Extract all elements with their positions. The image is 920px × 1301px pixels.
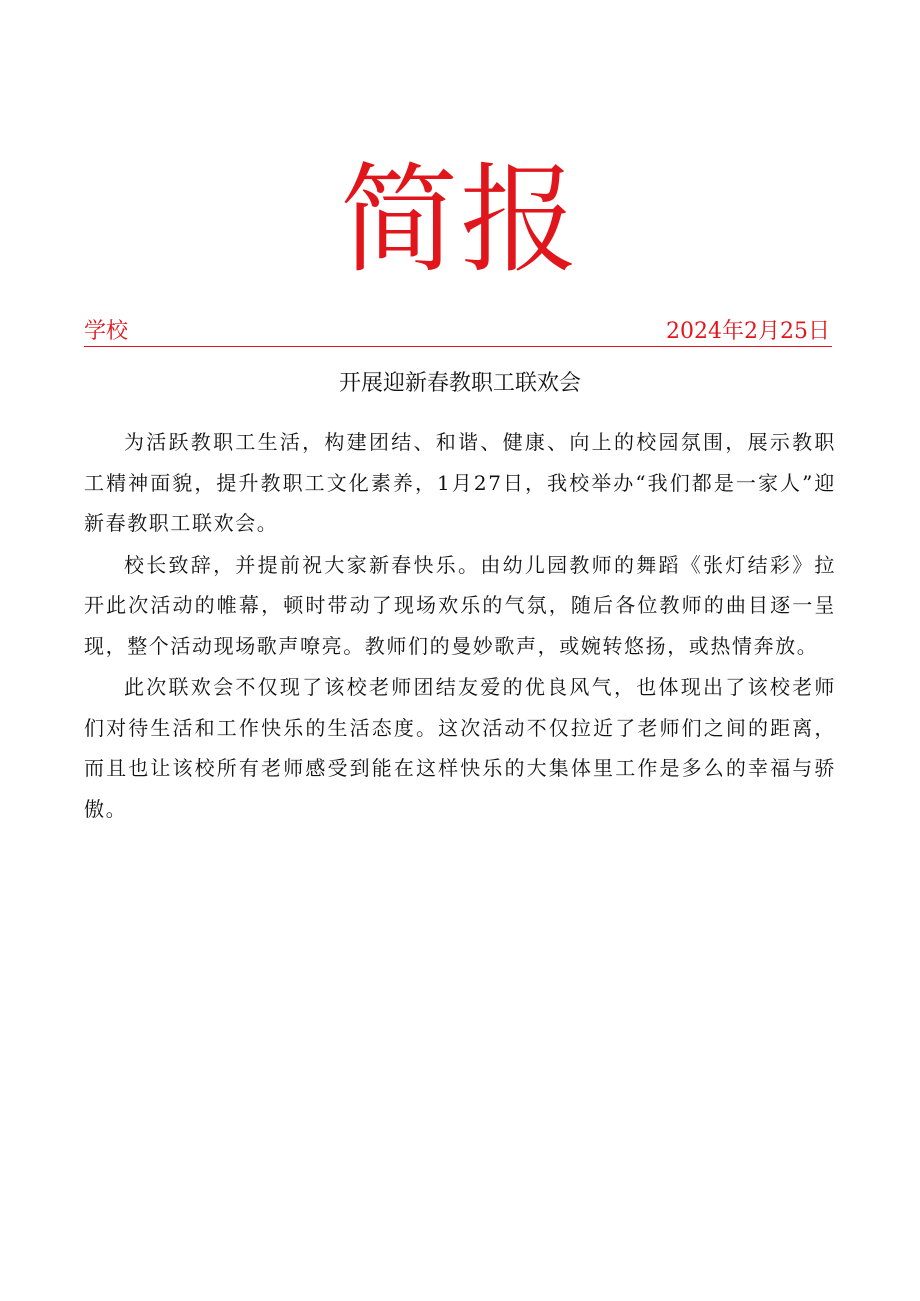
article-title: 开展迎新春教职工联欢会 [338, 371, 581, 396]
issue-date: 2024年2月25日 [666, 319, 830, 344]
article-paragraph: 校长致辞，并提前祝大家新春快乐。由幼儿园教师的舞蹈《张灯结彩》拉开此次活动的帷幕，顿时带动了现场欢乐的气氛，随后各位教师的曲目逐一呈现，整个活动现场歌声嘹亮。教师们的曼妙歌声，或婉转悠扬，或热情奔放。 [84, 552, 836, 658]
article-paragraph: 为活跃教职工生活，构建团结、和谐、健康、向上的校园氛围，展示教职工精神面貌，提升教职工文化素养，1月27日，我校举办“我们都是一家人”迎新春教职工联欢会。 [84, 430, 836, 535]
issue-line [84, 318, 832, 347]
masthead-title: 简报 [339, 151, 580, 289]
article-paragraph: 此次联欢会不仅现了该校老师团结友爱的优良风气，也体现出了该校老师们对待生活和工作快乐的生活态度。这次活动不仅拉近了老师们之间的距离，而且也让该校所有老师感受到能在这样快乐的大集体里工作是多么的幸福与骄傲。 [84, 675, 836, 821]
issue-school: 学校 [84, 319, 129, 344]
article-body [84, 422, 836, 830]
